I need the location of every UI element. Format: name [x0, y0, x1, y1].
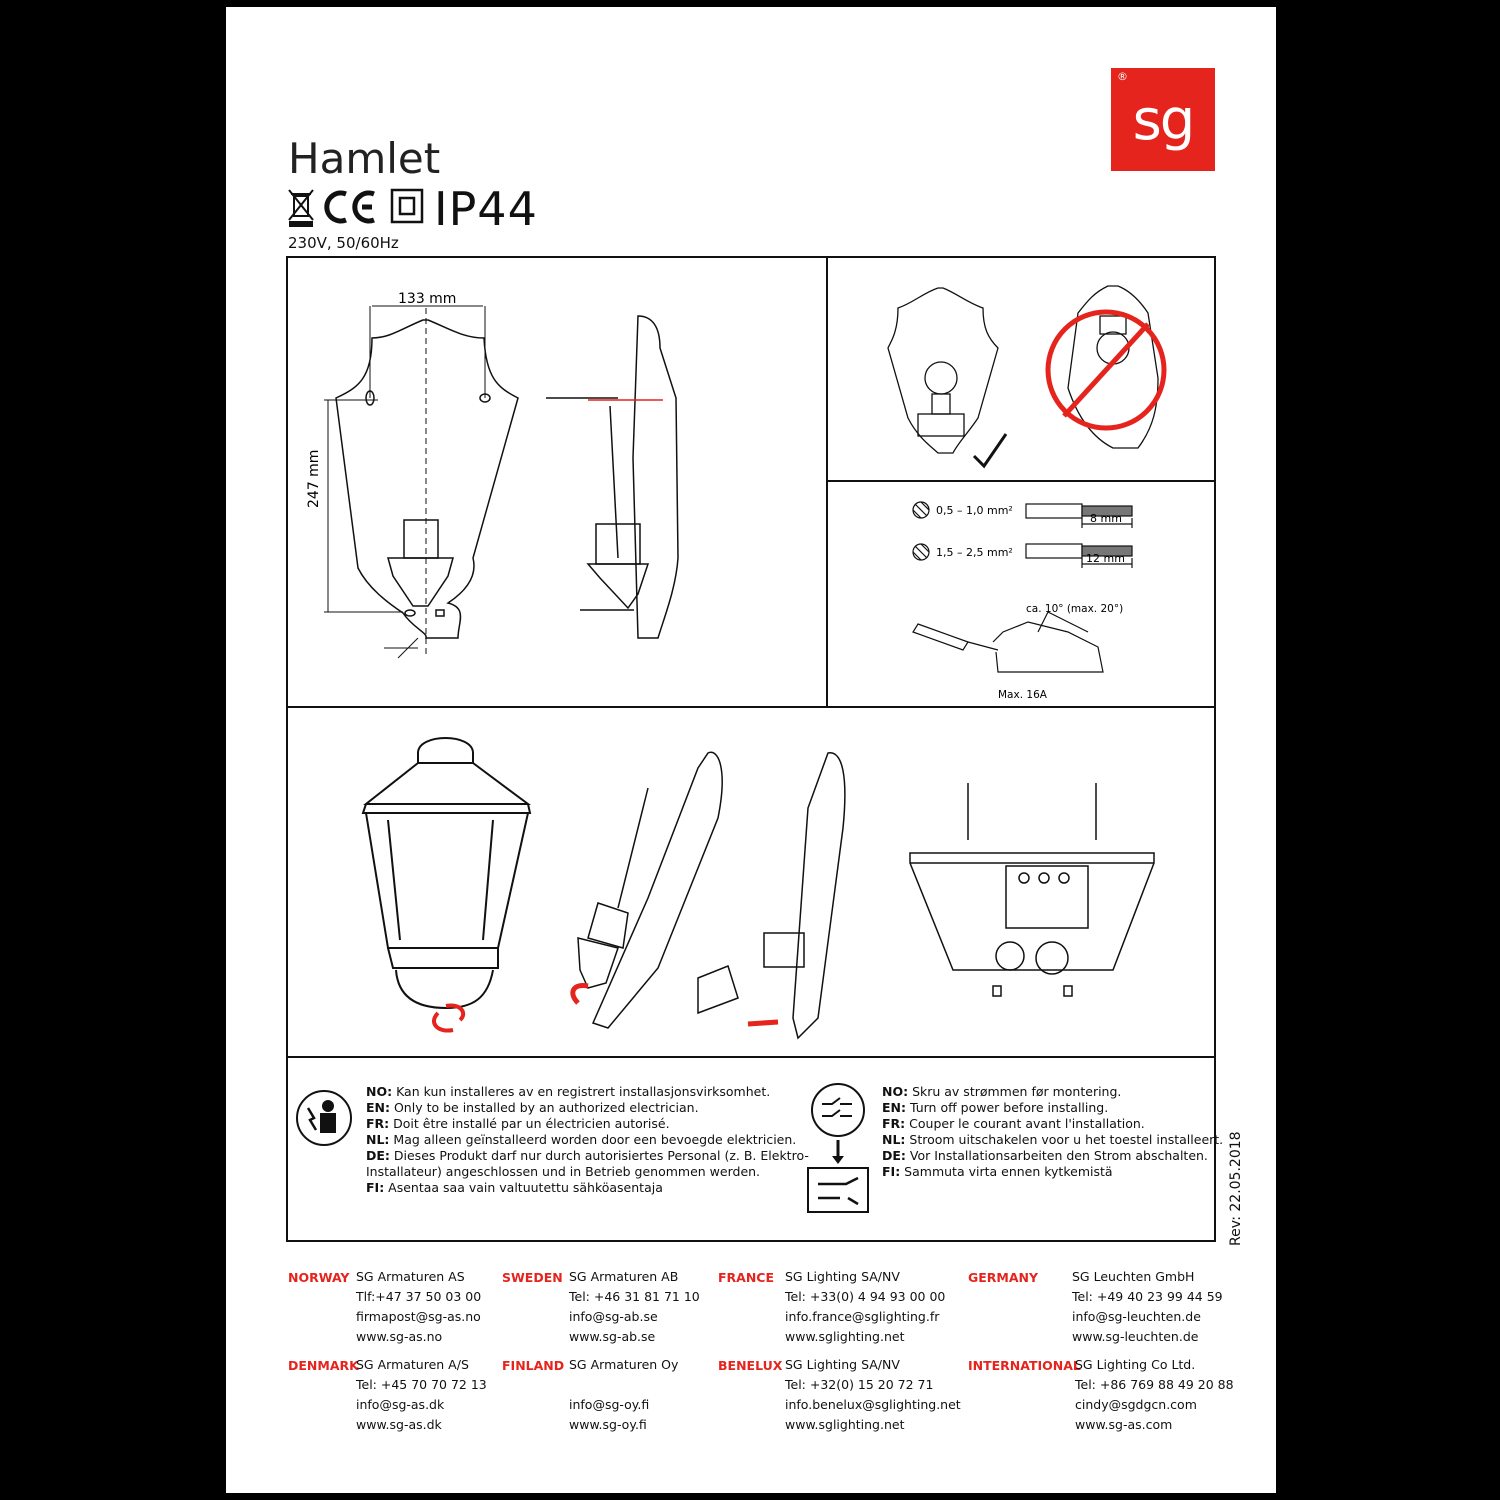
contact-details: [569, 1355, 678, 1435]
width-dimension-label: 133 mm: [398, 291, 457, 307]
contact-line: info@sg-as.dk: [356, 1397, 445, 1412]
contact-line: SG Armaturen AS: [356, 1269, 465, 1284]
warning-right-row: FI: Sammuta virta ennen kytkemistä: [882, 1164, 1113, 1179]
contact-line: www.sg-as.no: [356, 1329, 443, 1344]
contact-line: info.benelux@sglighting.net: [785, 1397, 961, 1412]
contact-line: SG Armaturen Oy: [569, 1357, 679, 1372]
contact-line: www.sglighting.net: [785, 1417, 905, 1432]
product-title: Hamlet: [288, 134, 441, 183]
contact-line: www.sg-ab.se: [569, 1329, 656, 1344]
dimension-drawing: [288, 258, 826, 706]
contact-line: info@sg-leuchten.de: [1072, 1309, 1201, 1324]
warning-left-row: FI: Asentaa saa vain valtuutettu sähköasentaja: [366, 1180, 663, 1195]
contact-line: SG Lighting SA/NV: [785, 1269, 900, 1284]
wire1-gauge-label: 0,5 – 1,0 mm²: [936, 504, 1013, 517]
warning-left-row: NL: Mag alleen geïnstalleerd worden door een bevoegde elektricien.: [366, 1132, 797, 1147]
contact-country: NORWAY: [288, 1270, 350, 1285]
warnings-left-list: [366, 1084, 809, 1196]
contact-country: SWEDEN: [502, 1270, 563, 1285]
power-off-tools-icon: [806, 1080, 870, 1214]
contact-line: firmapost@sg-as.no: [356, 1309, 481, 1324]
installation-steps-drawing: [288, 708, 1214, 1056]
contact-line: Tel: +33(0) 4 94 93 00 00: [785, 1289, 946, 1304]
warning-right-row: FR: Couper le courant avant l'installation.: [882, 1116, 1145, 1131]
contact-line: www.sg-leuchten.de: [1072, 1329, 1199, 1344]
logo-text: sg: [1132, 88, 1194, 153]
contact-country: GERMANY: [968, 1270, 1039, 1285]
contact-line: SG Armaturen AB: [569, 1269, 679, 1284]
warning-right-row: NO: Skru av strømmen før montering.: [882, 1084, 1122, 1099]
contact-country: BENELUX: [718, 1358, 783, 1373]
contact-details: [785, 1355, 961, 1435]
contact-line: Tel: +46 31 81 71 10: [569, 1289, 700, 1304]
contact-line: cindy@sgdgcn.com: [1075, 1397, 1197, 1412]
prohibited-icon: [1048, 312, 1164, 428]
max-current-label: Max. 16A: [998, 689, 1047, 701]
insertion-angle-label: ca. 10° (max. 20°): [1026, 603, 1124, 615]
contact-line: Tel: +32(0) 15 20 72 71: [785, 1377, 934, 1392]
contact-details: [785, 1267, 945, 1347]
contact-line: Tel: +45 70 70 72 13: [356, 1377, 487, 1392]
certification-marks: [288, 186, 428, 228]
install-arrow-icons: [573, 985, 778, 1024]
warning-right-row: DE: Vor Installationsarbeiten den Strom abschalten.: [882, 1148, 1208, 1163]
wire2-gauge-label: 1,5 – 2,5 mm²: [936, 546, 1013, 559]
sg-logo: [1111, 68, 1215, 171]
contact-line: SG Leuchten GmbH: [1072, 1269, 1195, 1284]
contact-details: [356, 1355, 487, 1435]
warning-left-row: DE: Dieses Produkt darf nur durch autorisiertes Personal (z. B. Elektro-: [366, 1148, 809, 1163]
ce-mark-icon: [327, 193, 374, 221]
revision-date: Rev: 22.05.2018: [1228, 1131, 1244, 1246]
contact-line: Tel: +86 769 88 49 20 88: [1075, 1377, 1234, 1392]
contact-line: info@sg-oy.fi: [569, 1397, 650, 1412]
contact-line: SG Lighting SA/NV: [785, 1357, 900, 1372]
warning-right-row: EN: Turn off power before installing.: [882, 1100, 1109, 1115]
contact-line-empty: [569, 1375, 678, 1395]
class-ii-icon: [392, 190, 422, 222]
contact-details: [356, 1267, 481, 1347]
rotate-arrow-icon: [434, 1005, 463, 1030]
contact-line: SG Armaturen A/S: [356, 1357, 469, 1372]
contact-line: www.sg-as.dk: [356, 1417, 442, 1432]
wiring-drawing: [828, 482, 1214, 706]
warning-right-row: NL: Stroom uitschakelen voor u het toestel installeert.: [882, 1132, 1224, 1147]
contact-line: SG Lighting Co Ltd.: [1075, 1357, 1196, 1372]
electrician-icon: [294, 1086, 354, 1150]
contact-country: DENMARK: [288, 1358, 359, 1373]
contact-country: FINLAND: [502, 1358, 565, 1373]
warning-left-row: Installateur) angeschlossen und in Betrieb genommen werden.: [366, 1164, 761, 1179]
warning-left-row: NO: Kan kun installeres av en registrert installasjonsvirksomhet.: [366, 1084, 771, 1099]
wire2-strip-label: 12 mm: [1086, 552, 1125, 565]
contact-line: info.france@sglighting.fr: [785, 1309, 940, 1324]
contact-country: FRANCE: [718, 1270, 775, 1285]
ip-rating: IP44: [434, 182, 538, 236]
contact-details: [1075, 1355, 1234, 1435]
contact-line: www.sg-as.com: [1075, 1417, 1173, 1432]
contact-line: info@sg-ab.se: [569, 1309, 658, 1324]
voltage-rating: 230V, 50/60Hz: [288, 234, 399, 252]
bulb-orientation-drawing: [828, 258, 1214, 480]
contact-line: www.sglighting.net: [785, 1329, 905, 1344]
contact-line: Tel: +49 40 23 99 44 59: [1072, 1289, 1223, 1304]
registered-mark: ®: [1117, 70, 1128, 83]
warning-left-row: FR: Doit être installé par un électricien autorisé.: [366, 1116, 670, 1131]
warnings-right-list: [882, 1084, 1223, 1180]
contact-details: [569, 1267, 700, 1347]
contact-line: www.sg-oy.fi: [569, 1417, 647, 1432]
warning-left-row: EN: Only to be installed by an authorized electrician.: [366, 1100, 699, 1115]
checkmark-icon: [974, 434, 1006, 466]
wire1-strip-label: 8 mm: [1090, 512, 1122, 525]
contact-country: INTERNATIONAL: [968, 1358, 1081, 1373]
weee-bin-icon: [289, 190, 313, 226]
contact-line: Tlf:+47 37 50 03 00: [356, 1289, 482, 1304]
contact-details: [1072, 1267, 1223, 1347]
height-dimension-label: 247 mm: [306, 449, 322, 508]
